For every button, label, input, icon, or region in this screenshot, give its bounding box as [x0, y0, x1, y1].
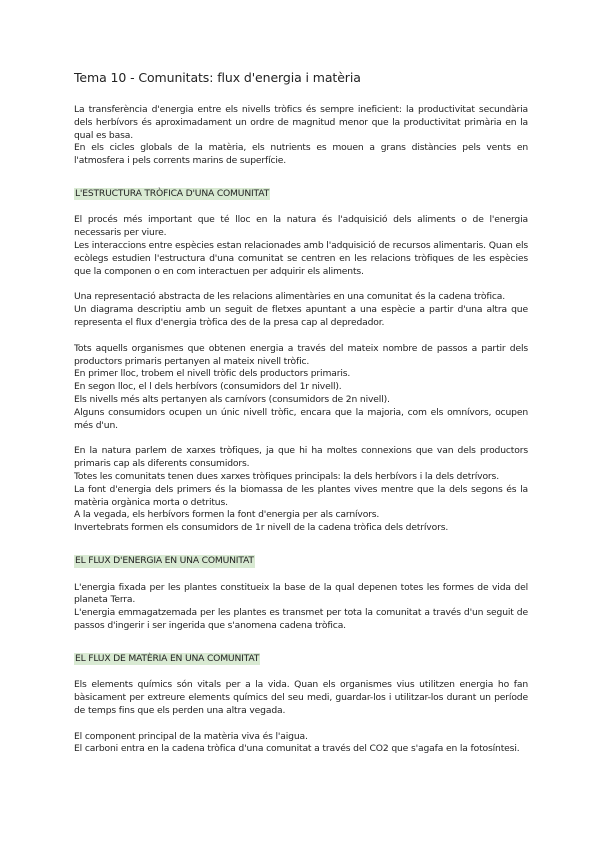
- paragraph: Invertebrats formen els consumidors de 1r nivell de la cadena tròfica dels detrívors.: [74, 522, 449, 534]
- section-heading: L'ESTRUCTURA TRÒFICA D'UNA COMUNITAT: [75, 187, 269, 199]
- paragraph: En primer lloc, trobem el nivell tròfic dels productors primaris.: [74, 368, 351, 380]
- paragraph: Els elements químics són vitals per a la vida. Quan els organismes vius utilitzen energia ho fan bàsicament per extreure elements químics del seu medi, guardar-los i utilitzar-los durant un període de temps fins que els perden una altra vegada.: [74, 679, 528, 716]
- section-energy-flow: [74, 548, 528, 633]
- paragraph-block: [74, 214, 528, 278]
- paragraph: En els cicles globals de la matèria, els nutrients es mouen a grans distàncies pels vents en l'atmosfera i pels corrents marins de superfície.: [74, 142, 528, 167]
- section-heading: EL FLUX DE MATÈRIA EN UNA COMUNITAT: [75, 652, 260, 664]
- paragraph: Totes les comunitats tenen dues xarxes tròfiques principals: la dels herbívors i la dels detrívors.: [74, 471, 499, 483]
- paragraph: L'energia emmagatzemada per les plantes es transmet per tota la comunitat a través d'un seguit de passos d'ingerir i ser ingerida que s'anomena cadena tròfica.: [74, 607, 528, 631]
- section-trophic-structure: [74, 181, 528, 535]
- section-matter-flow: [74, 646, 528, 756]
- paragraph: El procés més important que té lloc en la natura és l'adquisició dels aliments o de l'energia necessaris per viure.: [74, 214, 528, 239]
- paragraph: La transferència d'energia entre els nivells tròfics és sempre ineficient: la productivitat secundària dels herbívors és aproximadament un ordre de magnitud menor que la productivitat primària en la qual es basa.: [74, 104, 528, 141]
- paragraph-block: [74, 731, 528, 757]
- paragraph: Tots aquells organismes que obtenen energia a través del mateix nombre de passos a partir dels productors primaris pertanyen al mateix nivell tròfic.: [74, 342, 528, 367]
- paragraph: Un diagrama descriptiu amb un seguit de fletxes apuntant a una espècie a partir d'una altra que representa el flux d'energia tròfica des de la presa cap al depredador.: [74, 304, 528, 329]
- paragraph: En la natura parlem de xarxes tròfiques, ja que hi ha moltes connexions que van dels productors primaris cap als diferents consumidors.: [74, 445, 528, 470]
- paragraph: El carboni entra en la cadena tròfica d'una comunitat a través del CO2 que s'agafa en la fotosíntesi.: [74, 743, 520, 755]
- page-title: Tema 10 - Comunitats: flux d'energia i matèria: [74, 70, 361, 85]
- paragraph: El component principal de la matèria viva és l'aigua.: [74, 730, 308, 742]
- paragraph: Alguns consumidors ocupen un únic nivell tròfic, encara que la majoria, com els omnívors, ocupen més d'un.: [74, 406, 528, 431]
- paragraph-block: [74, 343, 528, 433]
- section-heading: EL FLUX D'ENERGIA EN UNA COMUNITAT: [75, 555, 254, 567]
- intro-block: [74, 104, 528, 168]
- paragraph-block: [74, 582, 528, 633]
- paragraph-block: [74, 291, 528, 329]
- document-page: [74, 70, 528, 769]
- paragraph: A la vegada, els herbívors formen la font d'energia per als carnívors.: [74, 509, 380, 521]
- paragraph-block: [74, 445, 528, 535]
- paragraph: En segon lloc, el l dels herbívors (consumidors del 1r nivell).: [74, 381, 342, 393]
- paragraph: Els nivells més alts pertanyen als carnívors (consumidors de 2n nivell).: [74, 394, 390, 406]
- paragraph-block: [74, 679, 528, 717]
- paragraph: L'energia fixada per les plantes constitueix la base de la qual depenen totes les formes de vida del planeta Terra.: [74, 581, 528, 606]
- paragraph: La font d'energia dels primers és la biomassa de les plantes vives mentre que la dels segons és la matèria orgànica morta o detritus.: [74, 483, 528, 508]
- paragraph: Les interaccions entre espècies estan relacionades amb l'adquisició de recursos alimentaris. Quan els ecòlegs estudien l'estructura d'una comunitat se centren en les relacions tròfiques de les espècies que la componen o en com interactuen per adquirir els aliments.: [74, 240, 528, 277]
- paragraph: Una representació abstracta de les relacions alimentàries en una comunitat és la cadena tròfica.: [74, 291, 506, 303]
